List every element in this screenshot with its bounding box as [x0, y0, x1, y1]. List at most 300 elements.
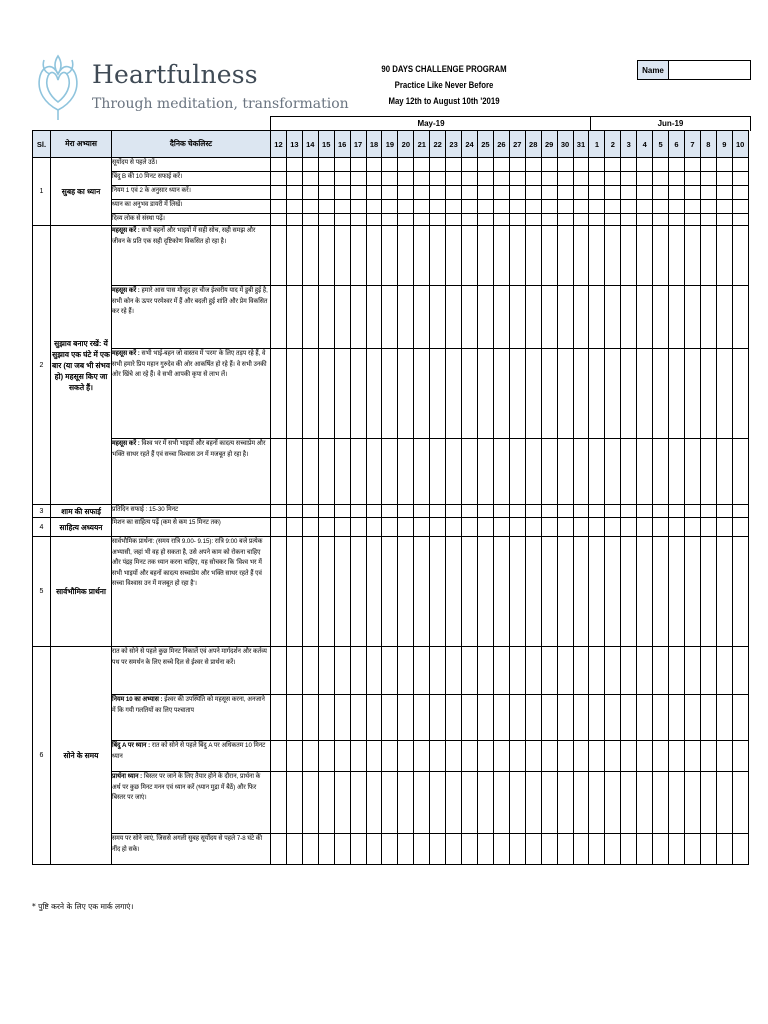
day-checkbox-cell[interactable] [430, 172, 446, 186]
day-checkbox-cell[interactable] [541, 772, 557, 834]
day-checkbox-cell[interactable] [366, 772, 382, 834]
day-checkbox-cell[interactable] [493, 537, 509, 647]
day-checkbox-cell[interactable] [557, 518, 573, 537]
day-checkbox-cell[interactable] [398, 172, 414, 186]
day-checkbox-cell[interactable] [318, 772, 334, 834]
day-checkbox-cell[interactable] [462, 647, 478, 695]
day-checkbox-cell[interactable] [557, 439, 573, 505]
day-checkbox-cell[interactable] [382, 518, 398, 537]
day-checkbox-cell[interactable] [446, 439, 462, 505]
day-checkbox-cell[interactable] [477, 226, 493, 286]
day-checkbox-cell[interactable] [366, 286, 382, 349]
day-checkbox-cell[interactable] [573, 695, 589, 741]
day-checkbox-cell[interactable] [700, 200, 716, 214]
day-checkbox-cell[interactable] [573, 226, 589, 286]
day-checkbox-cell[interactable] [653, 695, 669, 741]
day-checkbox-cell[interactable] [286, 226, 302, 286]
day-checkbox-cell[interactable] [382, 349, 398, 439]
day-checkbox-cell[interactable] [446, 505, 462, 518]
day-checkbox-cell[interactable] [700, 518, 716, 537]
day-checkbox-cell[interactable] [557, 226, 573, 286]
day-checkbox-cell[interactable] [446, 349, 462, 439]
day-checkbox-cell[interactable] [302, 286, 318, 349]
day-checkbox-cell[interactable] [684, 349, 700, 439]
day-checkbox-cell[interactable] [541, 741, 557, 772]
day-checkbox-cell[interactable] [414, 439, 430, 505]
day-checkbox-cell[interactable] [462, 186, 478, 200]
day-checkbox-cell[interactable] [589, 186, 605, 200]
day-checkbox-cell[interactable] [462, 226, 478, 286]
day-checkbox-cell[interactable] [430, 226, 446, 286]
day-checkbox-cell[interactable] [286, 505, 302, 518]
day-checkbox-cell[interactable] [430, 200, 446, 214]
day-checkbox-cell[interactable] [684, 439, 700, 505]
day-checkbox-cell[interactable] [493, 505, 509, 518]
day-checkbox-cell[interactable] [732, 834, 748, 865]
day-checkbox-cell[interactable] [302, 834, 318, 865]
day-checkbox-cell[interactable] [653, 226, 669, 286]
day-checkbox-cell[interactable] [414, 172, 430, 186]
day-checkbox-cell[interactable] [398, 200, 414, 214]
day-checkbox-cell[interactable] [302, 505, 318, 518]
day-checkbox-cell[interactable] [286, 834, 302, 865]
day-checkbox-cell[interactable] [286, 647, 302, 695]
day-checkbox-cell[interactable] [271, 695, 287, 741]
day-checkbox-cell[interactable] [462, 834, 478, 865]
day-checkbox-cell[interactable] [716, 226, 732, 286]
day-checkbox-cell[interactable] [462, 349, 478, 439]
day-checkbox-cell[interactable] [541, 200, 557, 214]
day-checkbox-cell[interactable] [700, 349, 716, 439]
day-checkbox-cell[interactable] [573, 200, 589, 214]
day-checkbox-cell[interactable] [509, 518, 525, 537]
day-checkbox-cell[interactable] [286, 200, 302, 214]
day-checkbox-cell[interactable] [493, 214, 509, 226]
day-checkbox-cell[interactable] [318, 505, 334, 518]
day-checkbox-cell[interactable] [430, 518, 446, 537]
day-checkbox-cell[interactable] [700, 158, 716, 172]
day-checkbox-cell[interactable] [716, 439, 732, 505]
day-checkbox-cell[interactable] [525, 158, 541, 172]
day-checkbox-cell[interactable] [621, 695, 637, 741]
day-checkbox-cell[interactable] [732, 695, 748, 741]
day-checkbox-cell[interactable] [318, 537, 334, 647]
day-checkbox-cell[interactable] [653, 537, 669, 647]
day-checkbox-cell[interactable] [700, 834, 716, 865]
day-checkbox-cell[interactable] [430, 286, 446, 349]
day-checkbox-cell[interactable] [350, 772, 366, 834]
day-checkbox-cell[interactable] [700, 186, 716, 200]
day-checkbox-cell[interactable] [684, 505, 700, 518]
day-checkbox-cell[interactable] [477, 158, 493, 172]
day-checkbox-cell[interactable] [509, 834, 525, 865]
day-checkbox-cell[interactable] [684, 172, 700, 186]
day-checkbox-cell[interactable] [637, 647, 653, 695]
day-checkbox-cell[interactable] [398, 349, 414, 439]
day-checkbox-cell[interactable] [366, 439, 382, 505]
day-checkbox-cell[interactable] [653, 505, 669, 518]
day-checkbox-cell[interactable] [398, 439, 414, 505]
day-checkbox-cell[interactable] [700, 226, 716, 286]
day-checkbox-cell[interactable] [684, 834, 700, 865]
day-checkbox-cell[interactable] [271, 186, 287, 200]
day-checkbox-cell[interactable] [637, 834, 653, 865]
day-checkbox-cell[interactable] [669, 505, 685, 518]
day-checkbox-cell[interactable] [462, 172, 478, 186]
day-checkbox-cell[interactable] [509, 286, 525, 349]
day-checkbox-cell[interactable] [366, 741, 382, 772]
day-checkbox-cell[interactable] [700, 286, 716, 349]
day-checkbox-cell[interactable] [271, 741, 287, 772]
day-checkbox-cell[interactable] [605, 172, 621, 186]
day-checkbox-cell[interactable] [525, 537, 541, 647]
day-checkbox-cell[interactable] [477, 695, 493, 741]
day-checkbox-cell[interactable] [271, 172, 287, 186]
day-checkbox-cell[interactable] [462, 505, 478, 518]
day-checkbox-cell[interactable] [525, 505, 541, 518]
day-checkbox-cell[interactable] [637, 518, 653, 537]
day-checkbox-cell[interactable] [493, 186, 509, 200]
day-checkbox-cell[interactable] [493, 695, 509, 741]
name-field[interactable] [669, 61, 750, 79]
day-checkbox-cell[interactable] [398, 537, 414, 647]
day-checkbox-cell[interactable] [493, 158, 509, 172]
day-checkbox-cell[interactable] [684, 647, 700, 695]
day-checkbox-cell[interactable] [541, 647, 557, 695]
day-checkbox-cell[interactable] [700, 172, 716, 186]
day-checkbox-cell[interactable] [509, 741, 525, 772]
day-checkbox-cell[interactable] [637, 695, 653, 741]
day-checkbox-cell[interactable] [732, 439, 748, 505]
day-checkbox-cell[interactable] [525, 172, 541, 186]
day-checkbox-cell[interactable] [446, 695, 462, 741]
day-checkbox-cell[interactable] [318, 439, 334, 505]
day-checkbox-cell[interactable] [589, 286, 605, 349]
day-checkbox-cell[interactable] [271, 537, 287, 647]
day-checkbox-cell[interactable] [350, 647, 366, 695]
day-checkbox-cell[interactable] [350, 286, 366, 349]
day-checkbox-cell[interactable] [430, 158, 446, 172]
day-checkbox-cell[interactable] [573, 834, 589, 865]
day-checkbox-cell[interactable] [589, 439, 605, 505]
day-checkbox-cell[interactable] [318, 741, 334, 772]
day-checkbox-cell[interactable] [541, 286, 557, 349]
day-checkbox-cell[interactable] [493, 647, 509, 695]
day-checkbox-cell[interactable] [716, 286, 732, 349]
day-checkbox-cell[interactable] [286, 537, 302, 647]
day-checkbox-cell[interactable] [509, 172, 525, 186]
day-checkbox-cell[interactable] [573, 439, 589, 505]
day-checkbox-cell[interactable] [414, 518, 430, 537]
day-checkbox-cell[interactable] [669, 200, 685, 214]
day-checkbox-cell[interactable] [653, 439, 669, 505]
day-checkbox-cell[interactable] [732, 647, 748, 695]
day-checkbox-cell[interactable] [302, 349, 318, 439]
day-checkbox-cell[interactable] [557, 537, 573, 647]
day-checkbox-cell[interactable] [684, 226, 700, 286]
day-checkbox-cell[interactable] [541, 172, 557, 186]
day-checkbox-cell[interactable] [286, 695, 302, 741]
day-checkbox-cell[interactable] [684, 741, 700, 772]
day-checkbox-cell[interactable] [414, 695, 430, 741]
day-checkbox-cell[interactable] [637, 772, 653, 834]
day-checkbox-cell[interactable] [525, 439, 541, 505]
day-checkbox-cell[interactable] [286, 286, 302, 349]
day-checkbox-cell[interactable] [509, 186, 525, 200]
day-checkbox-cell[interactable] [430, 214, 446, 226]
day-checkbox-cell[interactable] [398, 647, 414, 695]
day-checkbox-cell[interactable] [286, 214, 302, 226]
day-checkbox-cell[interactable] [477, 518, 493, 537]
day-checkbox-cell[interactable] [669, 647, 685, 695]
day-checkbox-cell[interactable] [732, 158, 748, 172]
day-checkbox-cell[interactable] [366, 695, 382, 741]
day-checkbox-cell[interactable] [573, 772, 589, 834]
day-checkbox-cell[interactable] [716, 200, 732, 214]
day-checkbox-cell[interactable] [414, 349, 430, 439]
day-checkbox-cell[interactable] [605, 834, 621, 865]
day-checkbox-cell[interactable] [446, 772, 462, 834]
day-checkbox-cell[interactable] [318, 647, 334, 695]
day-checkbox-cell[interactable] [350, 695, 366, 741]
day-checkbox-cell[interactable] [573, 741, 589, 772]
day-checkbox-cell[interactable] [621, 214, 637, 226]
day-checkbox-cell[interactable] [446, 537, 462, 647]
day-checkbox-cell[interactable] [716, 214, 732, 226]
day-checkbox-cell[interactable] [716, 537, 732, 647]
day-checkbox-cell[interactable] [493, 286, 509, 349]
day-checkbox-cell[interactable] [541, 158, 557, 172]
day-checkbox-cell[interactable] [302, 158, 318, 172]
day-checkbox-cell[interactable] [302, 226, 318, 286]
day-checkbox-cell[interactable] [541, 695, 557, 741]
day-checkbox-cell[interactable] [716, 505, 732, 518]
day-checkbox-cell[interactable] [334, 286, 350, 349]
day-checkbox-cell[interactable] [334, 505, 350, 518]
day-checkbox-cell[interactable] [557, 505, 573, 518]
day-checkbox-cell[interactable] [589, 741, 605, 772]
day-checkbox-cell[interactable] [525, 214, 541, 226]
day-checkbox-cell[interactable] [414, 834, 430, 865]
day-checkbox-cell[interactable] [286, 172, 302, 186]
day-checkbox-cell[interactable] [334, 226, 350, 286]
day-checkbox-cell[interactable] [366, 172, 382, 186]
day-checkbox-cell[interactable] [541, 214, 557, 226]
day-checkbox-cell[interactable] [302, 772, 318, 834]
day-checkbox-cell[interactable] [366, 537, 382, 647]
day-checkbox-cell[interactable] [334, 349, 350, 439]
day-checkbox-cell[interactable] [446, 226, 462, 286]
day-checkbox-cell[interactable] [271, 158, 287, 172]
day-checkbox-cell[interactable] [366, 226, 382, 286]
day-checkbox-cell[interactable] [493, 349, 509, 439]
day-checkbox-cell[interactable] [716, 834, 732, 865]
day-checkbox-cell[interactable] [366, 349, 382, 439]
day-checkbox-cell[interactable] [589, 518, 605, 537]
day-checkbox-cell[interactable] [509, 695, 525, 741]
day-checkbox-cell[interactable] [430, 772, 446, 834]
day-checkbox-cell[interactable] [350, 186, 366, 200]
day-checkbox-cell[interactable] [573, 505, 589, 518]
day-checkbox-cell[interactable] [334, 439, 350, 505]
day-checkbox-cell[interactable] [477, 214, 493, 226]
day-checkbox-cell[interactable] [430, 695, 446, 741]
day-checkbox-cell[interactable] [462, 741, 478, 772]
day-checkbox-cell[interactable] [605, 214, 621, 226]
day-checkbox-cell[interactable] [541, 226, 557, 286]
day-checkbox-cell[interactable] [446, 214, 462, 226]
day-checkbox-cell[interactable] [414, 226, 430, 286]
day-checkbox-cell[interactable] [669, 286, 685, 349]
day-checkbox-cell[interactable] [398, 741, 414, 772]
day-checkbox-cell[interactable] [350, 741, 366, 772]
day-checkbox-cell[interactable] [462, 518, 478, 537]
day-checkbox-cell[interactable] [653, 349, 669, 439]
day-checkbox-cell[interactable] [430, 537, 446, 647]
day-checkbox-cell[interactable] [350, 537, 366, 647]
day-checkbox-cell[interactable] [700, 214, 716, 226]
day-checkbox-cell[interactable] [557, 214, 573, 226]
day-checkbox-cell[interactable] [509, 158, 525, 172]
day-checkbox-cell[interactable] [334, 214, 350, 226]
day-checkbox-cell[interactable] [477, 834, 493, 865]
day-checkbox-cell[interactable] [430, 834, 446, 865]
day-checkbox-cell[interactable] [589, 172, 605, 186]
day-checkbox-cell[interactable] [366, 834, 382, 865]
day-checkbox-cell[interactable] [653, 647, 669, 695]
day-checkbox-cell[interactable] [318, 172, 334, 186]
day-checkbox-cell[interactable] [541, 834, 557, 865]
day-checkbox-cell[interactable] [621, 439, 637, 505]
day-checkbox-cell[interactable] [446, 518, 462, 537]
day-checkbox-cell[interactable] [637, 200, 653, 214]
day-checkbox-cell[interactable] [525, 186, 541, 200]
day-checkbox-cell[interactable] [509, 200, 525, 214]
day-checkbox-cell[interactable] [732, 349, 748, 439]
day-checkbox-cell[interactable] [302, 537, 318, 647]
day-checkbox-cell[interactable] [669, 695, 685, 741]
day-checkbox-cell[interactable] [525, 518, 541, 537]
day-checkbox-cell[interactable] [637, 172, 653, 186]
day-checkbox-cell[interactable] [462, 286, 478, 349]
day-checkbox-cell[interactable] [621, 537, 637, 647]
day-checkbox-cell[interactable] [414, 214, 430, 226]
day-checkbox-cell[interactable] [525, 834, 541, 865]
day-checkbox-cell[interactable] [589, 834, 605, 865]
day-checkbox-cell[interactable] [605, 741, 621, 772]
day-checkbox-cell[interactable] [366, 647, 382, 695]
day-checkbox-cell[interactable] [318, 695, 334, 741]
day-checkbox-cell[interactable] [637, 537, 653, 647]
day-checkbox-cell[interactable] [669, 537, 685, 647]
day-checkbox-cell[interactable] [605, 772, 621, 834]
day-checkbox-cell[interactable] [621, 186, 637, 200]
day-checkbox-cell[interactable] [732, 772, 748, 834]
day-checkbox-cell[interactable] [477, 439, 493, 505]
day-checkbox-cell[interactable] [621, 200, 637, 214]
day-checkbox-cell[interactable] [541, 439, 557, 505]
day-checkbox-cell[interactable] [398, 158, 414, 172]
day-checkbox-cell[interactable] [557, 186, 573, 200]
day-checkbox-cell[interactable] [669, 226, 685, 286]
day-checkbox-cell[interactable] [573, 349, 589, 439]
day-checkbox-cell[interactable] [366, 505, 382, 518]
day-checkbox-cell[interactable] [637, 286, 653, 349]
day-checkbox-cell[interactable] [605, 158, 621, 172]
day-checkbox-cell[interactable] [669, 349, 685, 439]
day-checkbox-cell[interactable] [318, 834, 334, 865]
day-checkbox-cell[interactable] [334, 834, 350, 865]
day-checkbox-cell[interactable] [700, 647, 716, 695]
day-checkbox-cell[interactable] [605, 439, 621, 505]
day-checkbox-cell[interactable] [716, 158, 732, 172]
day-checkbox-cell[interactable] [477, 537, 493, 647]
day-checkbox-cell[interactable] [716, 741, 732, 772]
day-checkbox-cell[interactable] [589, 537, 605, 647]
day-checkbox-cell[interactable] [621, 226, 637, 286]
day-checkbox-cell[interactable] [477, 647, 493, 695]
day-checkbox-cell[interactable] [684, 286, 700, 349]
day-checkbox-cell[interactable] [462, 158, 478, 172]
day-checkbox-cell[interactable] [334, 772, 350, 834]
day-checkbox-cell[interactable] [525, 741, 541, 772]
day-checkbox-cell[interactable] [398, 214, 414, 226]
day-checkbox-cell[interactable] [446, 741, 462, 772]
day-checkbox-cell[interactable] [350, 200, 366, 214]
day-checkbox-cell[interactable] [621, 172, 637, 186]
day-checkbox-cell[interactable] [302, 695, 318, 741]
day-checkbox-cell[interactable] [557, 772, 573, 834]
day-checkbox-cell[interactable] [684, 200, 700, 214]
day-checkbox-cell[interactable] [653, 286, 669, 349]
day-checkbox-cell[interactable] [509, 772, 525, 834]
day-checkbox-cell[interactable] [446, 286, 462, 349]
day-checkbox-cell[interactable] [398, 834, 414, 865]
day-checkbox-cell[interactable] [271, 772, 287, 834]
day-checkbox-cell[interactable] [350, 505, 366, 518]
day-checkbox-cell[interactable] [462, 439, 478, 505]
day-checkbox-cell[interactable] [732, 518, 748, 537]
day-checkbox-cell[interactable] [302, 214, 318, 226]
day-checkbox-cell[interactable] [462, 772, 478, 834]
day-checkbox-cell[interactable] [366, 186, 382, 200]
day-checkbox-cell[interactable] [732, 286, 748, 349]
day-checkbox-cell[interactable] [589, 349, 605, 439]
day-checkbox-cell[interactable] [414, 537, 430, 647]
day-checkbox-cell[interactable] [684, 537, 700, 647]
day-checkbox-cell[interactable] [700, 772, 716, 834]
day-checkbox-cell[interactable] [286, 349, 302, 439]
day-checkbox-cell[interactable] [334, 186, 350, 200]
day-checkbox-cell[interactable] [302, 186, 318, 200]
day-checkbox-cell[interactable] [382, 647, 398, 695]
day-checkbox-cell[interactable] [525, 349, 541, 439]
day-checkbox-cell[interactable] [286, 186, 302, 200]
day-checkbox-cell[interactable] [732, 200, 748, 214]
day-checkbox-cell[interactable] [621, 286, 637, 349]
day-checkbox-cell[interactable] [398, 286, 414, 349]
day-checkbox-cell[interactable] [302, 647, 318, 695]
day-checkbox-cell[interactable] [414, 505, 430, 518]
day-checkbox-cell[interactable] [684, 695, 700, 741]
day-checkbox-cell[interactable] [318, 226, 334, 286]
day-checkbox-cell[interactable] [605, 349, 621, 439]
day-checkbox-cell[interactable] [334, 158, 350, 172]
day-checkbox-cell[interactable] [621, 518, 637, 537]
day-checkbox-cell[interactable] [573, 286, 589, 349]
day-checkbox-cell[interactable] [286, 772, 302, 834]
day-checkbox-cell[interactable] [653, 518, 669, 537]
